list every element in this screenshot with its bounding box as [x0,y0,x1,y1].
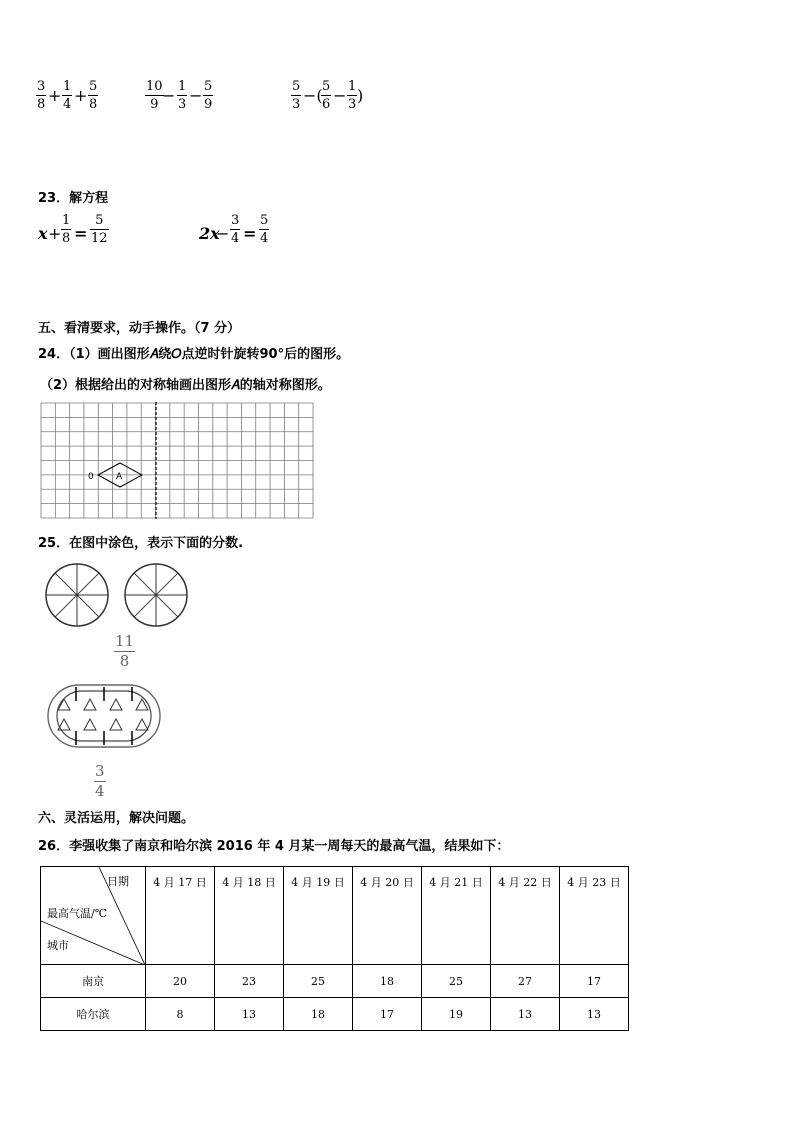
numerator: 5 [322,79,331,94]
header-corner-cell [41,867,146,965]
temp-cell: 17 [560,965,629,998]
operator: + [48,224,62,243]
numerator: 3 [37,79,46,94]
temp-cell: 18 [284,998,353,1031]
triangle [110,699,122,710]
numerator: 5 [89,79,98,94]
fraction [177,80,187,111]
operator: + [74,86,88,105]
fraction [88,80,98,111]
temp-cell: 8 [146,998,215,1031]
header-temp: 最高气温/℃ [47,907,108,920]
numerator: 11 [115,632,135,650]
fraction [36,80,46,111]
denominator: 3 [348,97,357,112]
denominator: 8 [62,231,71,246]
equals-sign: = [74,224,88,243]
triangle [110,719,122,730]
date-cell: 4 月 17 日 [146,867,215,965]
date-cell: 4 月 19 日 [284,867,353,965]
triangle [136,719,148,730]
numerator: 1 [348,79,357,94]
q24-line-1: 24．（1）画出图形𝐴绕𝑂点逆时针旋转90°后的图形。 [38,347,350,362]
section-5-title: 五、看清要求，动手操作。（7 分） [38,321,241,336]
numerator: 5 [292,79,301,94]
point-o-label: 0 [88,472,94,482]
fraction [203,80,213,111]
circle-1 [46,564,108,626]
city-cell: 南京 [41,965,146,998]
operator: − [333,86,347,105]
operator: −( [303,86,323,105]
fraction-eleven-eighths [114,634,135,669]
denominator: 3 [178,97,187,112]
header-date: 日期 [107,875,129,888]
denominator: 8 [119,652,130,670]
temp-cell: 27 [491,965,560,998]
date-cell: 4 月 23 日 [560,867,629,965]
denominator: 8 [37,97,46,112]
fraction [61,214,71,245]
numerator: 5 [95,213,104,228]
circle-2 [125,564,187,626]
numerator: 3 [231,213,240,228]
q23-title: 23．解方程 [38,191,109,206]
fraction [259,214,269,245]
date-cell: 4 月 21 日 [422,867,491,965]
temp-cell: 25 [422,965,491,998]
operator: − [216,224,230,243]
numerator: 1 [63,79,72,94]
numerator: 5 [204,79,213,94]
fraction [291,80,301,111]
denominator: 9 [204,97,213,112]
denominator: 4 [63,97,72,112]
table-header-row [41,867,629,965]
triangle [84,699,96,710]
triangles [58,699,148,730]
operator: + [48,86,62,105]
denominator: 4 [95,782,105,800]
variable: x [38,224,48,243]
numerator: 3 [95,762,105,780]
shape-a-label: A [116,472,123,482]
denominator: 3 [292,97,301,112]
fraction-three-quarters [94,764,106,799]
numerator: 10 [146,79,163,94]
section-6-title: 六、灵活运用，解决问题。 [38,811,195,826]
temp-cell: 18 [353,965,422,998]
denominator: 12 [91,231,108,246]
fraction [347,80,357,111]
q25-title: 25．在图中涂色，表示下面的分数. [38,536,244,551]
temp-cell: 23 [215,965,284,998]
numerator: 5 [260,213,269,228]
operator: ) [357,86,364,105]
temperature-table [40,866,629,1031]
numerator: 1 [178,79,187,94]
table-row [41,998,629,1031]
temp-cell: 17 [353,998,422,1031]
temp-cell: 13 [491,998,560,1031]
operator: − [162,86,176,105]
fraction [90,214,109,245]
triangle-capsule [46,683,162,749]
temp-cell: 19 [422,998,491,1031]
numerator: 1 [62,213,71,228]
triangle [84,719,96,730]
temp-cell: 25 [284,965,353,998]
equals-sign: = [243,224,257,243]
denominator: 8 [89,97,98,112]
fraction [145,80,164,111]
date-cell: 4 月 18 日 [215,867,284,965]
q24-line-2: （2）根据给出的对称轴画出图形𝐴的轴对称图形。 [40,378,331,393]
temp-cell: 20 [146,965,215,998]
q26-title: 26．李强收集了南京和哈尔滨 2016 年 4 月某一周每天的最高气温，结果如下： [38,839,510,854]
date-cell: 4 月 20 日 [353,867,422,965]
circle-pair [44,562,194,628]
fraction [62,80,72,111]
date-cell: 4 月 22 日 [491,867,560,965]
header-city: 城市 [47,939,69,952]
variable: 2x [199,224,220,243]
rotation-grid [40,402,314,519]
denominator: 4 [260,231,269,246]
fraction [321,80,331,111]
fraction [230,214,240,245]
denominator: 6 [322,97,331,112]
operator: − [189,86,203,105]
denominator: 9 [150,97,159,112]
temp-cell: 13 [560,998,629,1031]
capsule-dividers [76,687,132,745]
table-row [41,965,629,998]
city-cell: 哈尔滨 [41,998,146,1031]
denominator: 4 [231,231,240,246]
temp-cell: 13 [215,998,284,1031]
